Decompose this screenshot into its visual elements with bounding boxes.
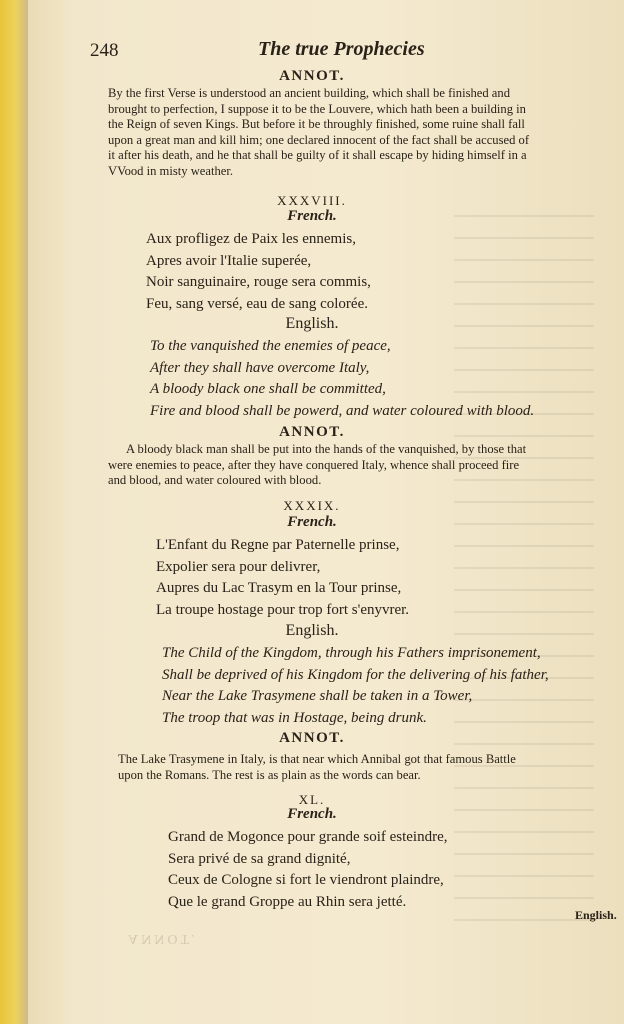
english-verse-38 — [150, 336, 534, 422]
verse-line: The Child of the Kingdom, through his Fathers imprisonement, — [162, 645, 541, 661]
verse-line: Aux profligez de Paix les ennemis, — [146, 231, 356, 247]
verse-line: To the vanquished the enemies of peace, — [150, 338, 391, 354]
french-verse-40 — [168, 827, 448, 913]
verse-line: Feu, sang versé, eau de sang colorée. — [146, 295, 368, 312]
verse-line: Sera privé de sa grand dignité, — [168, 850, 351, 867]
prose-line: brought to perfection, I suppose it to be the Louvere, which hath been a building in — [108, 101, 526, 116]
verse-line: After they shall have overcome Italy, — [150, 359, 370, 376]
annot-heading-3: ANNOT. — [279, 730, 345, 746]
french-verse-39 — [156, 535, 409, 621]
verse-line: Fire and blood shall be powerd, and water coloured with blood. — [150, 402, 535, 419]
english-label-39: English. — [285, 622, 339, 639]
running-title: The true Prophecies — [258, 38, 425, 60]
prose-line: By the first Verse is understood an ancient building, which shall be finished and — [108, 86, 510, 100]
verse-line: Aupres du Lac Trasym en la Tour prinse, — [156, 580, 402, 597]
english-verse-39 — [162, 643, 549, 729]
prose-line: the Reign of seven Kings. But before it be throughly finished, some ruine shall fall — [108, 117, 525, 132]
show-through-heading: ANNOT. — [128, 931, 198, 946]
annot-2-text — [108, 442, 600, 489]
prose-line: upon the Romans. The rest is as plain as the words can bear. — [118, 767, 421, 782]
verse-line: L'Enfant du Regne par Paternelle prinse, — [156, 537, 400, 553]
verse-line: La troupe hostage pour trop fort s'enyvrer. — [156, 601, 410, 618]
prose-line: VVood in misty weather. — [108, 163, 233, 178]
verse-line: Expolier sera pour delivrer, — [156, 558, 321, 575]
annot-3-text — [118, 752, 600, 783]
prose-line: upon a great man and kill him; one declared innocent of the fact shall be accused of — [108, 132, 530, 147]
annot-1-text — [108, 86, 600, 180]
verse-line: The troop that was in Hostage, being drunk. — [162, 709, 427, 726]
quatrain-number-39: XXXIX. — [283, 498, 341, 513]
annot-heading-1: ANNOT. — [279, 68, 345, 84]
verse-line: Ceux de Cologne si fort le viendront plaindre, — [168, 872, 444, 889]
prose-line: and blood, and water coloured with blood. — [108, 473, 322, 488]
french-label-40: French. — [287, 806, 337, 822]
verse-line: Noir sanguinaire, rouge sera commis, — [146, 274, 371, 291]
annot-heading-2: ANNOT. — [279, 424, 345, 440]
french-label-38: French. — [287, 208, 337, 224]
prose-line: The Lake Trasymene in Italy, is that near which Annibal got that famous Battle — [118, 752, 516, 766]
page-number: 248 — [90, 40, 119, 61]
quatrain-number-38: XXXVIII. — [277, 193, 347, 208]
prose-line: it after his death, and he that shall be guilty of it shall escape by hiding himself in a — [108, 148, 527, 163]
verse-line: Shall be deprived of his Kingdom for the delivering of his father, — [162, 666, 549, 683]
prose-line: were enemies to peace, after they have conquered Italy, whence shall proceed fire — [108, 457, 520, 472]
verse-line: Near the Lake Trasymene shall be taken in a Tower, — [162, 688, 473, 705]
verse-line: Que le grand Groppe au Rhin sera jetté. — [168, 893, 407, 910]
french-label-39: French. — [287, 514, 337, 530]
prose-line: A bloody black man shall be put into the hands of the vanquished, by those that — [126, 442, 527, 456]
catchword: English. — [575, 908, 617, 922]
english-label-38: English. — [285, 315, 339, 332]
quatrain-number-40: XL. — [298, 792, 326, 807]
verse-line: Grand de Mogonce pour grande soif esteindre, — [168, 829, 448, 845]
page-header — [90, 38, 610, 64]
verse-line: Apres avoir l'Italie superée, — [146, 252, 312, 269]
french-verse-38 — [146, 229, 371, 315]
verse-line: A bloody black one shall be committed, — [150, 381, 386, 398]
